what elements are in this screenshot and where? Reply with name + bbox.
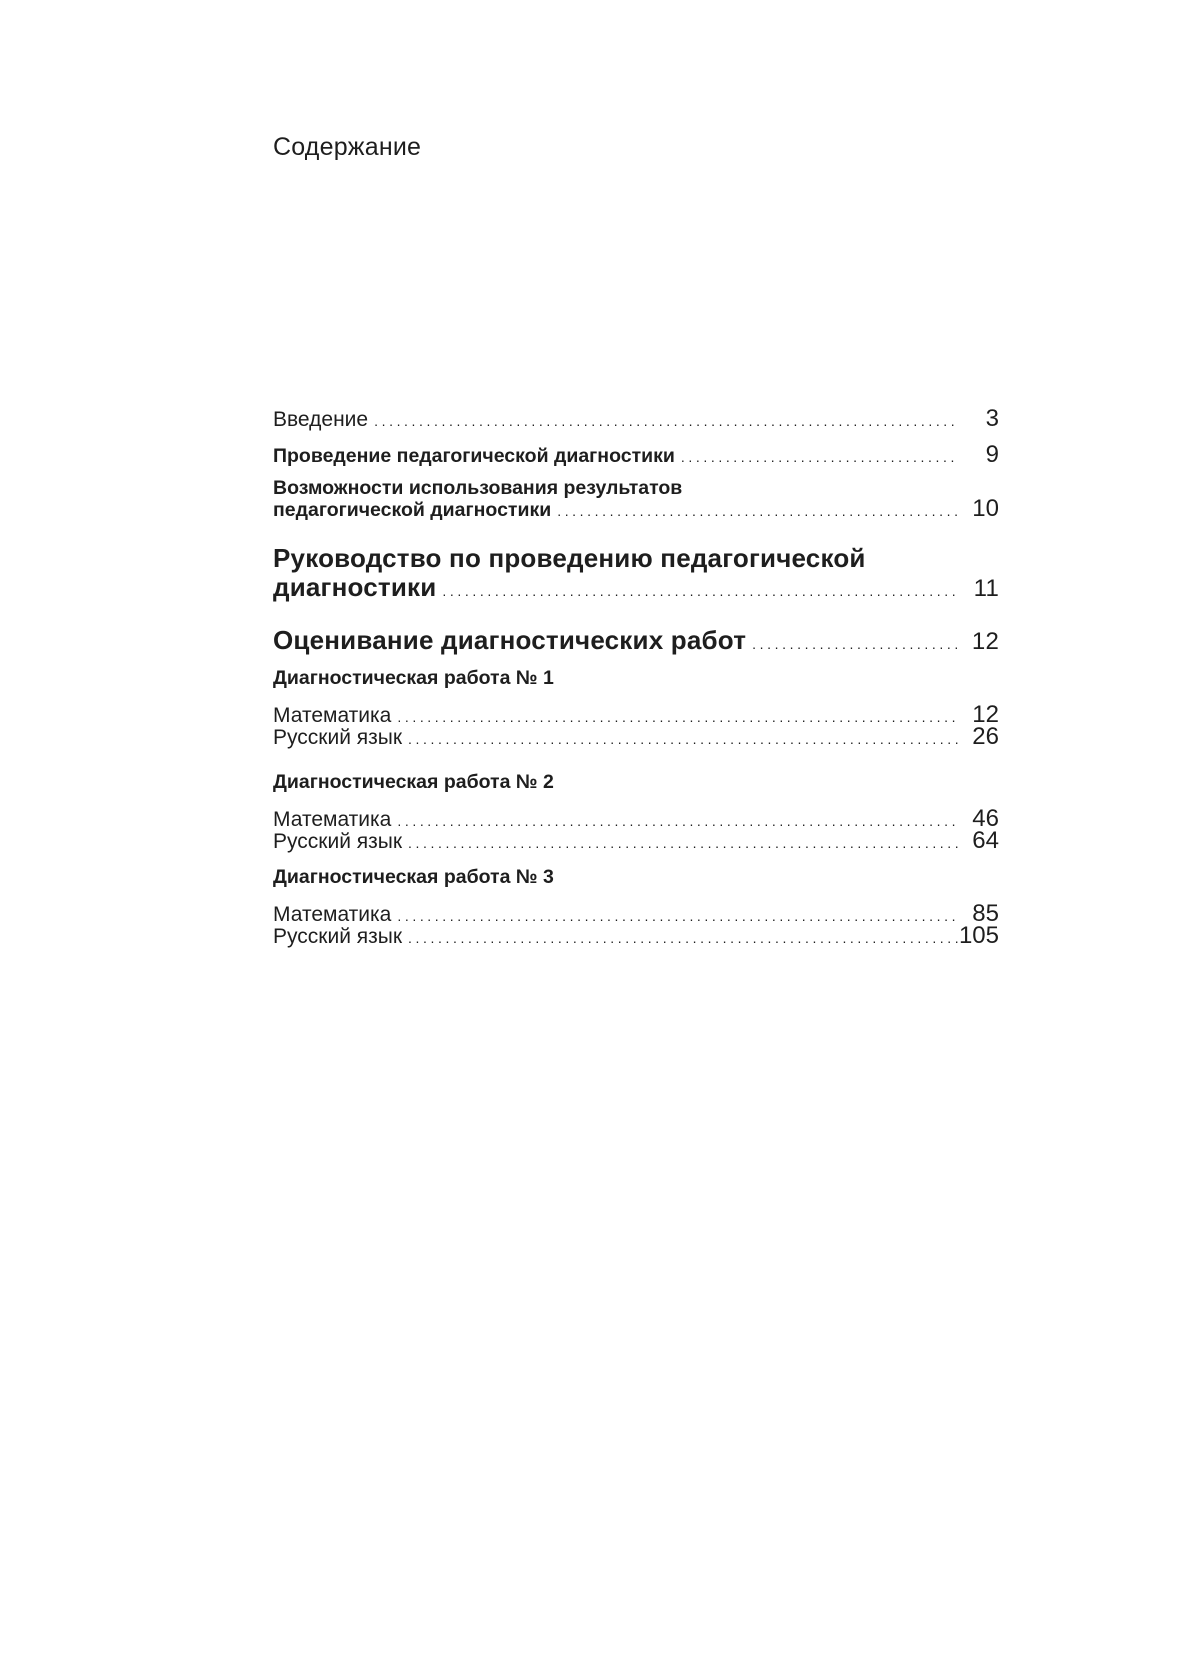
toc-section-work2: Диагностическая работа № 2 bbox=[273, 771, 554, 793]
toc-entry-label: Оценивание диагностических работ bbox=[273, 625, 747, 655]
toc-page-number: 11 bbox=[973, 575, 999, 602]
toc-page-number: 10 bbox=[972, 495, 999, 522]
toc-page-number: 3 bbox=[985, 405, 999, 432]
toc-page-number: 64 bbox=[972, 827, 999, 854]
toc-page-number: 9 bbox=[985, 441, 999, 468]
toc-entry-label: Русский язык bbox=[273, 925, 403, 948]
toc-entry-work2-russian[interactable] bbox=[273, 827, 999, 855]
dot-leader bbox=[408, 836, 959, 850]
toc-entry-label: диагностики bbox=[273, 572, 437, 602]
toc-page-number: 105 bbox=[958, 922, 999, 949]
toc-section-work3: Диагностическая работа № 3 bbox=[273, 866, 554, 888]
toc-entry-guide-line1: Руководство по проведению педагогической bbox=[273, 543, 866, 573]
toc-entry-evaluation[interactable] bbox=[273, 625, 999, 656]
dot-leader bbox=[681, 450, 959, 464]
toc-page-number: 46 bbox=[972, 805, 999, 832]
dot-leader bbox=[408, 931, 959, 945]
toc-entry-label: Математика bbox=[273, 704, 392, 727]
dot-leader bbox=[397, 909, 959, 923]
dot-leader bbox=[557, 504, 959, 518]
page-title: Содержание bbox=[273, 133, 422, 161]
toc-entry-intro[interactable] bbox=[273, 405, 999, 433]
toc-page-number: 12 bbox=[972, 701, 999, 728]
dot-leader bbox=[442, 584, 959, 598]
toc-page-number: 85 bbox=[972, 900, 999, 927]
toc-entry-label: педагогической диагностики bbox=[273, 499, 552, 521]
toc-entry-label: Введение bbox=[273, 408, 369, 431]
toc-entry-work1-russian[interactable] bbox=[273, 723, 999, 751]
toc-section-work1: Диагностическая работа № 1 bbox=[273, 667, 554, 689]
toc-entry-label: Математика bbox=[273, 808, 392, 831]
toc-entry-guide[interactable] bbox=[273, 572, 999, 603]
toc-entry-label: Русский язык bbox=[273, 830, 403, 853]
toc-entry-label: Математика bbox=[273, 903, 392, 926]
toc-entry-possibilities-line1: Возможности использования результатов bbox=[273, 477, 683, 499]
toc-entry-work3-russian[interactable] bbox=[273, 922, 999, 950]
toc-entry-label: Русский язык bbox=[273, 726, 403, 749]
toc-page-number: 12 bbox=[971, 628, 999, 655]
dot-leader bbox=[374, 414, 959, 428]
toc-entry-conducting[interactable] bbox=[273, 441, 999, 469]
toc-entry-label: Проведение педагогической диагностики bbox=[273, 445, 675, 467]
toc-page-number: 26 bbox=[972, 723, 999, 750]
toc-entry-possibilities[interactable] bbox=[273, 495, 999, 523]
dot-leader bbox=[752, 637, 959, 651]
dot-leader bbox=[408, 732, 959, 746]
dot-leader bbox=[397, 814, 959, 828]
dot-leader bbox=[397, 710, 959, 724]
